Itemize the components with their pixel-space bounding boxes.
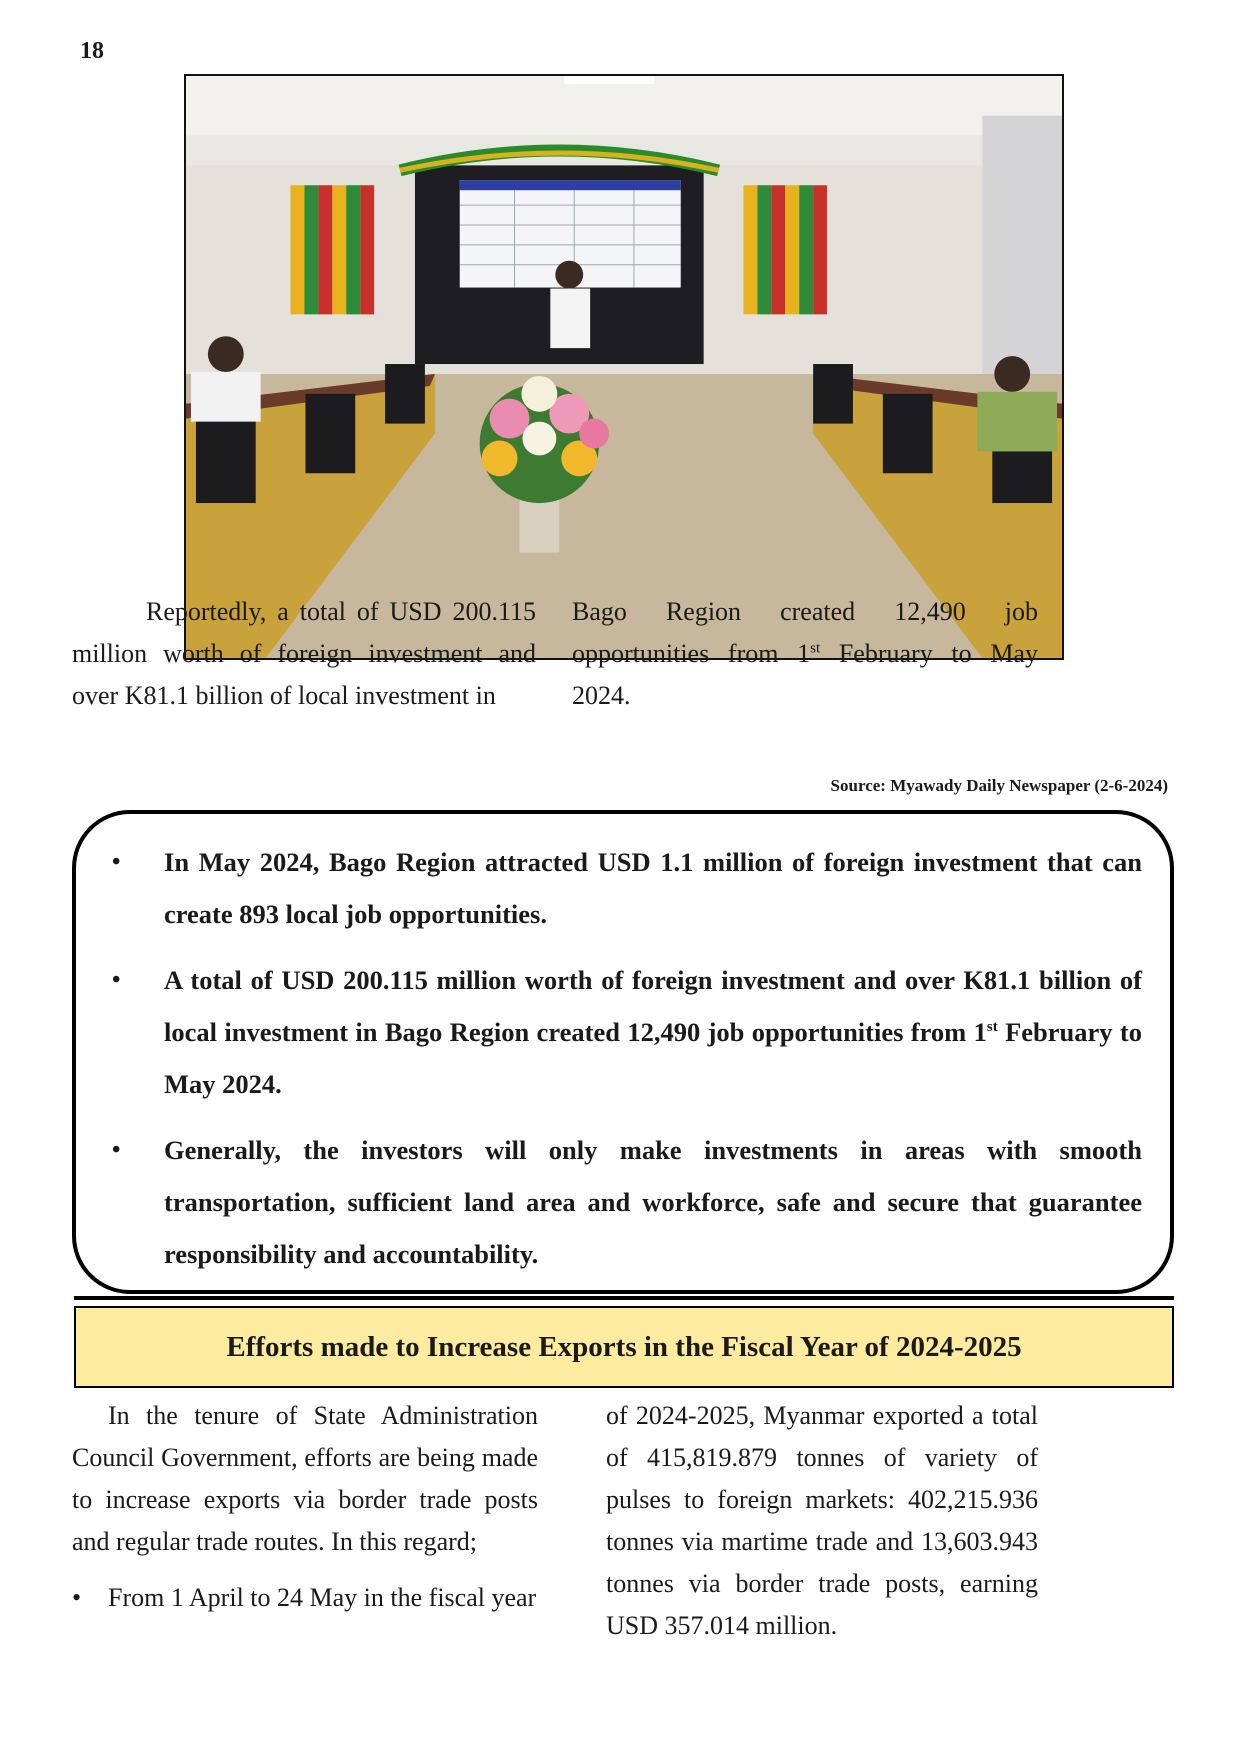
bullet-icon: • <box>112 1137 121 1163</box>
exports-list <box>72 1577 538 1619</box>
article-right-column <box>572 591 1038 717</box>
meeting-photo <box>184 74 1064 660</box>
summary-list <box>112 836 1143 1280</box>
source-citation: Source: Myawady Daily Newspaper (2-6-2024) <box>830 776 1168 795</box>
exports-paragraph: In the tenure of State Administration Council Government, efforts are being made to increase exports via border trade posts and regular trade routes. In this regard; <box>72 1401 538 1556</box>
article-left-column <box>72 591 536 717</box>
summary-item: • A total of USD 200.115 million worth of foreign investment and over K81.1 billion of local investment in Bago Region created 12,490 job opportunities from 1st February to May 2024. <box>134 954 1142 1110</box>
summary-item: • Generally, the investors will only make investments in areas with smooth transportation, sufficient land area and workforce, safe and secure that guarantee responsibility and accountability. <box>134 1124 1142 1280</box>
exports-right-column <box>606 1395 1038 1647</box>
page-number: 18 <box>80 38 104 64</box>
summary-item: • In May 2024, Bago Region attracted USD 1.1 million of foreign investment that can create 893 local job opportunities. <box>134 836 1142 940</box>
bullet-icon: • <box>112 967 121 993</box>
exports-paragraph: of 2024-2025, Myanmar exported a total of 415,819.879 tonnes of variety of pulses to foreign markets: 402,215.936 tonnes via martime trade and 13,603.943 tonnes via border trade posts, earning USD 357.014 million. <box>606 1401 1038 1640</box>
summary-box <box>72 810 1174 1294</box>
exports-left-column <box>72 1395 538 1619</box>
article-paragraph: Reportedly, a total of USD 200.115 million worth of foreign investment and over K81.1 billion of local investment in <box>72 597 536 710</box>
bullet-icon: • <box>112 849 121 875</box>
divider <box>74 1296 1174 1300</box>
article-paragraph: Bago Region created 12,490 job opportunities from 1st February to May 2024. <box>572 597 1038 710</box>
bullet-icon: • <box>72 1583 82 1612</box>
meeting-photo-illustration <box>186 76 1062 658</box>
exports-list-item: • From 1 April to 24 May in the fiscal year <box>72 1577 538 1619</box>
section-heading: Efforts made to Increase Exports in the Fiscal Year of 2024-2025 <box>74 1306 1174 1388</box>
